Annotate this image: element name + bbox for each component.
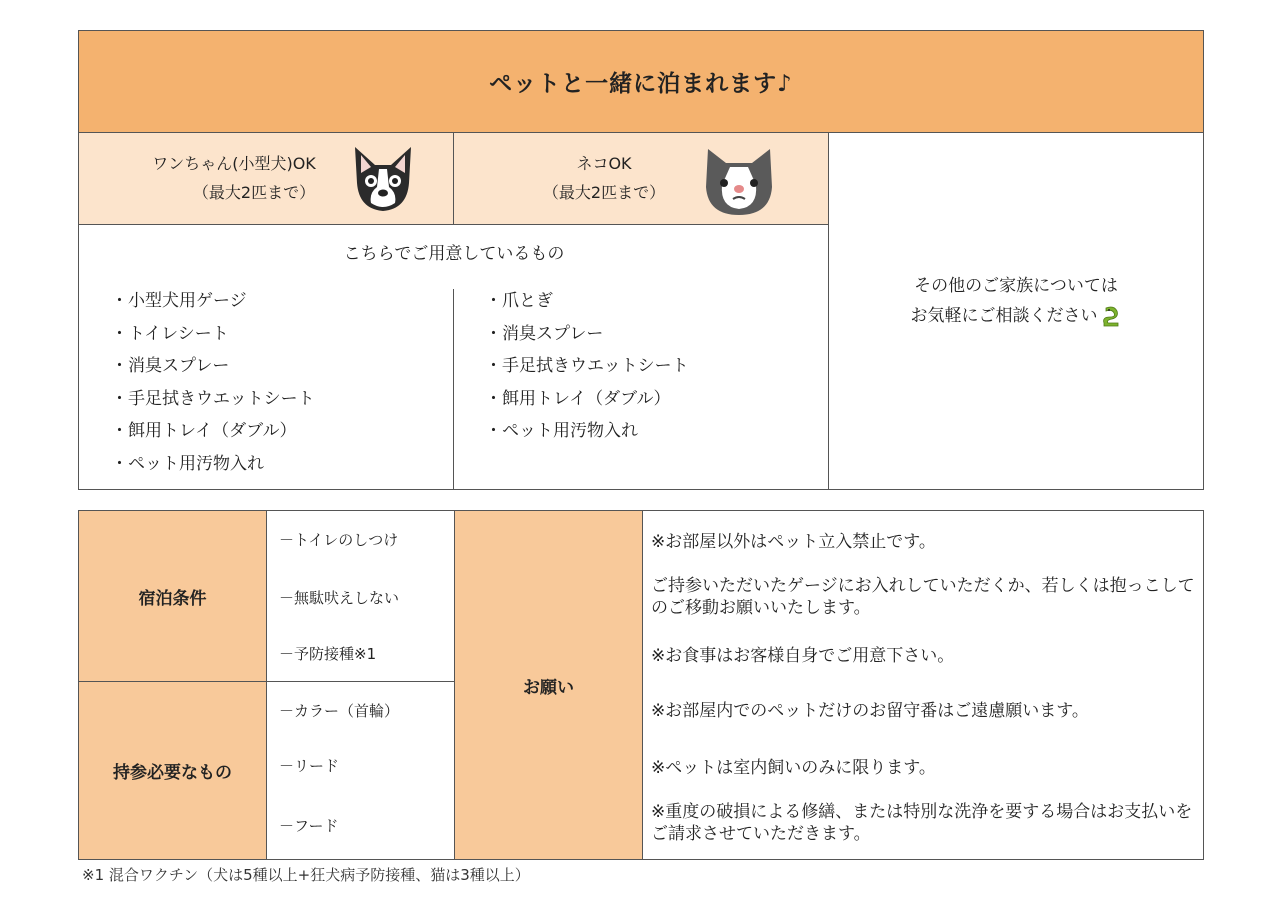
list-item: ・爪とぎ <box>485 291 553 311</box>
cat-ok-label: ネコOK <box>576 154 632 173</box>
bring-list <box>267 682 455 859</box>
pet-info-table <box>78 30 1204 490</box>
dog-max-label: （最大2匹まで） <box>192 183 316 202</box>
list-item: ・手足拭きウエットシート <box>111 388 315 409</box>
request-item: ※お部屋以外はペット立入禁止です。 <box>651 532 936 552</box>
bring-heading: 持参必要なもの <box>79 682 267 859</box>
request-item: ※お食事はお客様自身でご用意下さい。 <box>651 646 955 666</box>
dog-icon <box>347 143 419 215</box>
list-item: ・消臭スプレー <box>485 323 604 344</box>
list-item: －予防接種※1 <box>279 645 377 663</box>
snake-icon <box>1100 305 1122 327</box>
list-item: －無駄吠えしない <box>279 589 400 607</box>
page-title: ペットと一緒に泊まれます♪ <box>79 31 1203 133</box>
request-item: ※ペットは室内飼いのみに限ります。 <box>651 758 936 778</box>
cat-max-label: （最大2匹まで） <box>542 183 666 202</box>
list-item: ・餌用トレイ（ダブル） <box>485 388 671 409</box>
list-item: ・ペット用汚物入れ <box>485 421 638 441</box>
list-item: ・消臭スプレー <box>111 356 230 376</box>
list-item: －トイレのしつけ <box>279 531 399 549</box>
dog-ok-label: ワンちゃん(小型犬)OK <box>152 154 316 173</box>
vaccine-footnote: ※1 混合ワクチン（犬は5種以上+狂犬病予防接種、猫は3種以上） <box>82 866 530 884</box>
other-family-line2: お気軽にご相談ください <box>910 306 1098 326</box>
rules-table <box>78 510 1204 860</box>
request-item: ※重度の破損による修繕、または特別な洗浄を要する場合はお支払いをご請求させていただきます。 <box>651 802 1193 844</box>
dog-provided-list <box>111 285 315 480</box>
list-item: －カラー（首輪） <box>279 702 400 720</box>
cat-ok-cell <box>454 133 829 225</box>
requests-heading: お願い <box>455 511 643 859</box>
list-item: ・手足拭きウエットシート <box>485 356 689 376</box>
request-item: ※お部屋内でのペットだけのお留守番はご遠慮願います。 <box>651 701 1089 721</box>
other-family-line1: その他のご家族については <box>914 276 1118 296</box>
list-item: ・餌用トレイ（ダブル） <box>111 421 297 441</box>
list-item: ・トイレシート <box>111 323 229 344</box>
cat-provided-list <box>485 285 689 448</box>
list-item: ・ペット用汚物入れ <box>111 453 264 474</box>
dog-ok-cell <box>79 133 454 225</box>
conditions-heading: 宿泊条件 <box>79 511 267 682</box>
provided-divider <box>453 289 454 489</box>
list-item: －フード <box>279 817 339 835</box>
conditions-list <box>267 511 455 682</box>
list-item: ・小型犬用ゲージ <box>111 291 247 311</box>
request-item: ご持参いただいたゲージにお入れしていただくか、若しくは抱っこしてのご移動お願いいたします。 <box>651 576 1195 618</box>
other-family-cell <box>829 133 1203 489</box>
cat-icon <box>700 143 778 219</box>
provided-heading: こちらでご用意しているもの <box>343 244 565 264</box>
list-item: －リード <box>279 757 340 775</box>
